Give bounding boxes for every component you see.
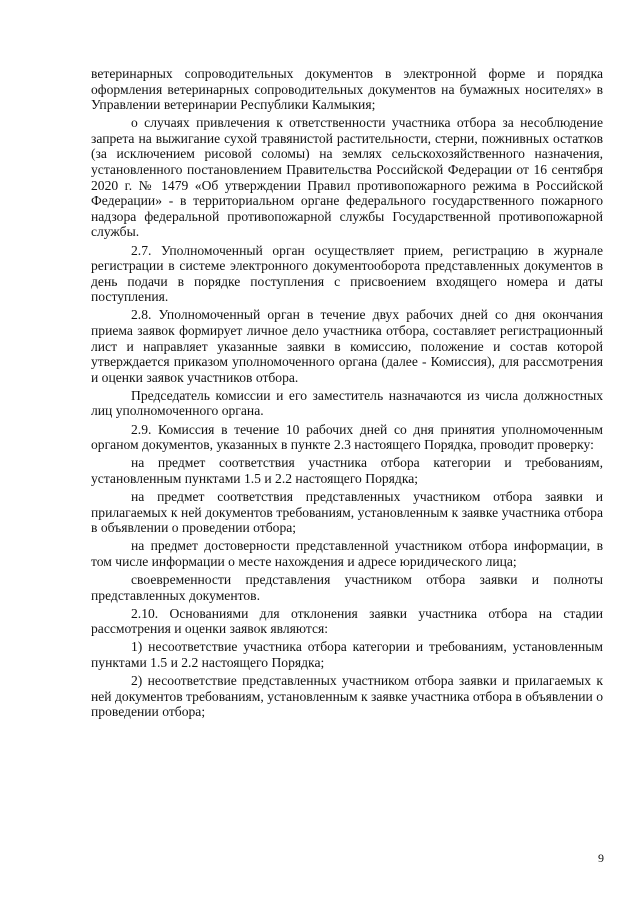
paragraph-check-category: на предмет соответствия участника отбора категории и требованиям, установленным пунктами 1.5 и 2.2 настоящего Порядка;	[91, 455, 603, 486]
paragraph-check-timeliness: своевременности представления участником отбора заявки и полноты представленных документов.	[91, 571, 603, 603]
paragraph-liability-info: о случаях привлечения к ответственности участника отбора за несоблюдение запрета на выжигание сухой травянистой растительности, стерни, пожнивных остатков (за исключением рисовой соломы) на землях сельскохозяйственного назначения, установленного постановлением Правительства Российской Федерации от 16 сентября 2020 г. № 1479 «Об утверждении Правил противопожарного режима в Российской Федерации» - в территориальном органе федерального государственного пожарного надзора федеральной противопожарной службы Государственной противопожарной службы.	[91, 115, 603, 240]
paragraph-2-10: 2.10. Основаниями для отклонения заявки участника отбора на стадии рассмотрения и оценки заявок являются:	[91, 605, 603, 637]
paragraph-continuation: ветеринарных сопроводительных документов в электронной форме и порядка оформления ветеринарных сопроводительных документов на бумажных носителях» в Управлении ветеринарии Республики Калмыкия;	[91, 66, 603, 113]
document-body	[91, 66, 603, 722]
paragraph-check-reliability: на предмет достоверности представленной участником отбора информации, в том числе информации о месте нахождения и адресе юридического лица;	[91, 538, 603, 569]
paragraph-2-9: 2.9. Комиссия в течение 10 рабочих дней со дня принятия уполномоченным органом документов, указанных в пункте 2.3 настоящего Порядка, проводит проверку:	[91, 421, 603, 453]
paragraph-2-8: 2.8. Уполномоченный орган в течение двух рабочих дней со дня окончания приема заявок формирует личное дело участника отбора, составляет регистрационный лист и направляет указанные заявки в комиссию, положение и состав которой утверждается приказом уполномоченного органа (далее - Комиссия), для рассмотрения и оценки заявок участников отбора.	[91, 307, 603, 385]
paragraph-reason-1: 1) несоответствие участника отбора категории и требованиям, установленным пунктами 1.5 и 2.2 настоящего Порядка;	[91, 639, 603, 670]
paragraph-reason-2: 2) несоответствие представленных участником отбора заявки и прилагаемых к ней документов требованиям, установленным к заявке участника отбора в объявлении о проведении отбора;	[91, 672, 603, 720]
page-number: 9	[598, 851, 604, 865]
paragraph-2-7: 2.7. Уполномоченный орган осуществляет прием, регистрацию в журнале регистрации в системе электронного документооборота представленных документов в день подачи в порядке поступления с присвоением входящего номера и даты поступления.	[91, 242, 603, 305]
paragraph-commission-chair: Председатель комиссии и его заместитель назначаются из числа должностных лиц уполномоченного органа.	[91, 387, 603, 419]
paragraph-check-documents: на предмет соответствия представленных участником отбора заявки и прилагаемых к ней документов требованиям, установленным к заявке участника отбора в объявлении о проведении отбора;	[91, 488, 603, 536]
